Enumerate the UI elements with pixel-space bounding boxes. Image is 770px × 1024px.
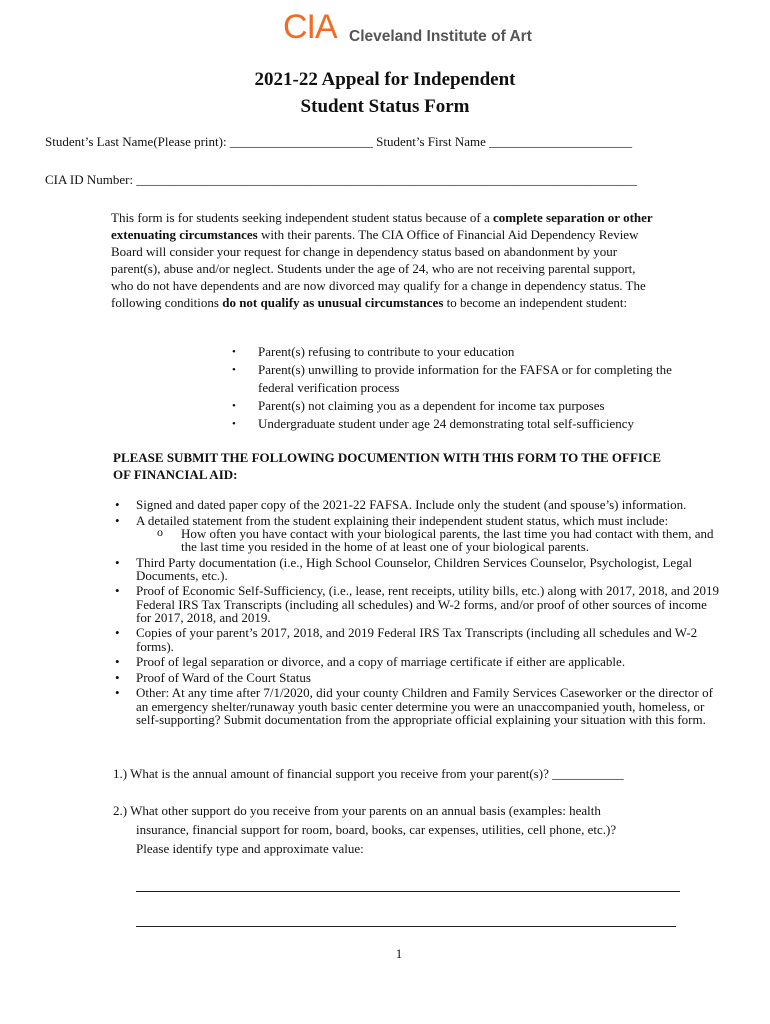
intro-bold-1: complete separation or other extenuating circumstances: [111, 210, 653, 242]
list-item: [111, 514, 723, 554]
last-name-label: Student’s Last Name(Please print):: [45, 134, 227, 149]
documentation-heading: PLEASE SUBMIT THE FOLLOWING DOCUMENTION WITH THIS FORM TO THE OFFICE OF FINANCIAL AID:: [113, 450, 662, 482]
cia-logo-mark: CIA: [283, 8, 337, 46]
last-name-field[interactable]: ______________________: [229, 134, 373, 149]
form-title-line2: Student Status Form: [300, 96, 470, 117]
list-item: • Copies of your parent’s 2017, 2018, and 2019 Federal IRS Tax Transcripts (including all schedules and W-2 forms).: [111, 626, 723, 652]
answer-line-2[interactable]: [136, 926, 676, 927]
list-item: • Undergraduate student under age 24 demonstrating total self-sufficiency: [232, 415, 672, 433]
first-name-label: Student’s First Name: [376, 134, 486, 149]
required-documents-list: [111, 498, 723, 728]
cia-logo: [283, 10, 553, 44]
intro-text-2: with their parents. The CIA Office of Financial Aid Dependency Review Board will consider your request for change in dependency status based on abandonment by your parent(s), abuse and/or neglect. Students under the age of 24, who are not receiving parental support, who do not have dependents and are now divorced may qualify for a change in dependency status. The following conditions: [111, 227, 646, 310]
cia-id-field[interactable]: _____________________________________________________________________________: [136, 172, 637, 187]
list-item: • Parent(s) refusing to contribute to your education: [232, 343, 672, 361]
student-name-row: [45, 134, 632, 150]
non-qualifying-conditions-list: [232, 343, 672, 433]
cia-logo-name: Cleveland Institute of Art: [349, 28, 532, 45]
cia-id-row: [45, 172, 637, 188]
list-item: • Proof of Economic Self-Sufficiency, (i.e., lease, rent receipts, utility bills, etc.) along with 2017, 2018, and 2019 Federal IRS Tax Transcripts (including all schedules) and W-2 forms, and/or proof of other sources of income for 2017, 2018, and 2019.: [111, 584, 723, 624]
list-item: • Parent(s) not claiming you as a dependent for income tax purposes: [232, 397, 672, 415]
form-title-line1: 2021-22 Appeal for Independent: [254, 69, 516, 90]
list-item: • Other: At any time after 7/1/2020, did your county Children and Family Services Caseworker or the director of an emergency shelter/runaway youth basic center determine you were an unaccompanied youth, homeless, or self-supporting? Submit documentation from the appropriate official explaining your situation with this form.: [111, 686, 723, 726]
first-name-field[interactable]: ______________________: [489, 134, 633, 149]
intro-text-3: to become an independent student:: [443, 295, 628, 310]
intro-text-1: This form is for students seeking independent student status because of a: [111, 210, 493, 225]
list-item: • Signed and dated paper copy of the 2021-22 FAFSA. Include only the student (and spouse’s) information.: [111, 498, 723, 511]
question-1[interactable]: 1.) What is the annual amount of financial support you receive from your parent(s)? ___________: [113, 766, 624, 781]
sub-list-item: o How often you have contact with your biological parents, the last time you had contact with them, and the last time you resided in the home of at least one of your biological parents.: [136, 527, 723, 553]
question-2-line3: Please identify type and approximate value:: [136, 841, 364, 856]
page-number: 1: [395, 946, 403, 961]
question-2-line1: 2.) What other support do you receive from your parents on an annual basis (examples: health: [113, 803, 601, 818]
list-item: • Proof of legal separation or divorce, and a copy of marriage certificate if either are applicable.: [111, 655, 723, 668]
list-item: • Parent(s) unwilling to provide information for the FAFSA or for completing the federal verification process: [232, 361, 672, 397]
question-2-line2: insurance, financial support for room, board, books, car expenses, utilities, cell phone, etc.)?: [136, 822, 617, 837]
sub-list: [136, 527, 723, 553]
list-item-text: A detailed statement from the student explaining their independent student status, which must include:: [136, 512, 669, 528]
list-item: • Proof of Ward of the Court Status: [111, 671, 723, 684]
list-item: • Third Party documentation (i.e., High School Counselor, Children Services Counselor, Psychologist, Legal Documents, etc.).: [111, 556, 723, 582]
intro-bold-2: do not qualify as unusual circumstances: [222, 295, 444, 310]
intro-paragraph: [111, 209, 656, 311]
answer-line-1[interactable]: [136, 891, 680, 892]
cia-id-label: CIA ID Number:: [45, 172, 134, 187]
